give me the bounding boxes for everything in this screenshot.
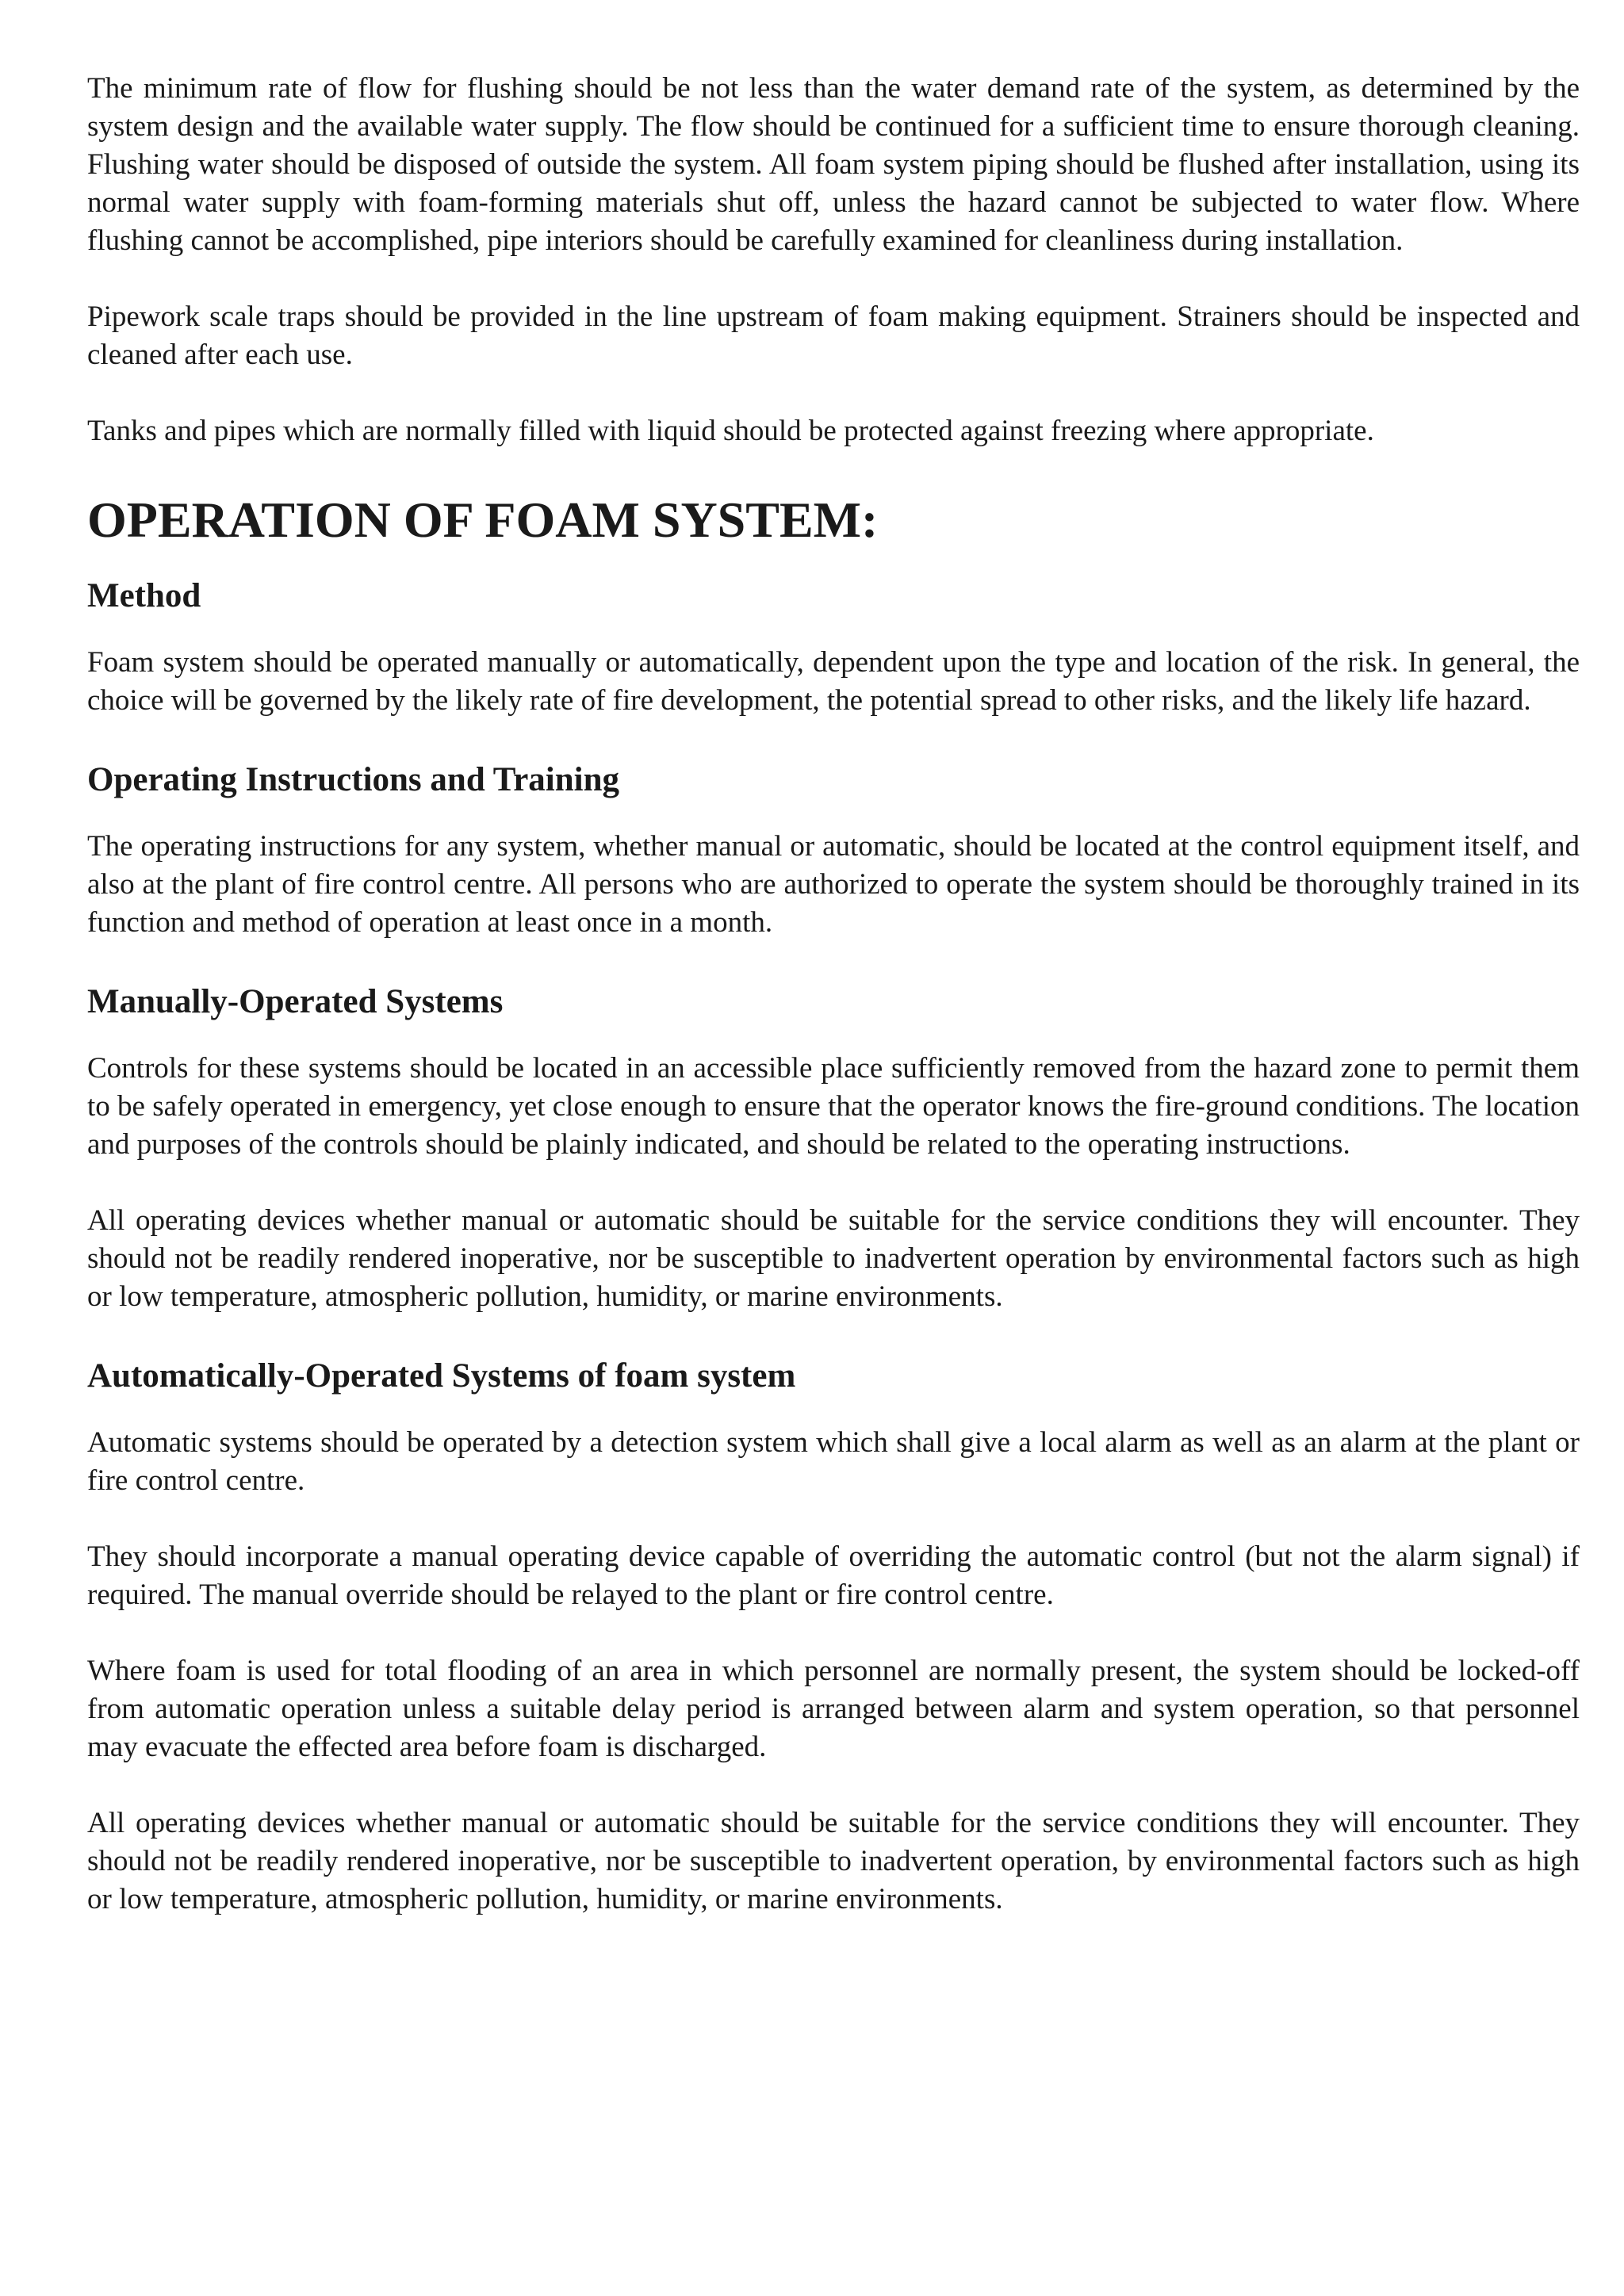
training-paragraph: The operating instructions for any system, whether manual or automatic, should be located at the control equipment itself, and also at the plant of fire control centre. All persons who are authorized to operate the system should be thoroughly trained in its function and method of operation at least once in a month. [87,830,1580,939]
freezing-paragraph: Tanks and pipes which are normally filled with liquid should be protected against freezing where appropriate. [87,415,1374,447]
automatic-detection-paragraph: Automatic systems should be operated by a detection system which shall give a local alarm as well as an alarm at the plant or fire control centre. [87,1426,1580,1497]
automatic-devices-paragraph: All operating devices whether manual or automatic should be suitable for the service conditions they will encounter. They should not be readily rendered inoperative, nor be susceptible to inadvertent operation, by environmental factors such as high or low temperature, atmospheric pollution, humidity, or marine environments. [87,1807,1580,1915]
manual-controls-paragraph: Controls for these systems should be located in an accessible place sufficiently removed from the hazard zone to permit them to be safely operated in emergency, yet close enough to ensure that the operator knows the fire-ground conditions. The location and purposes of the controls should be plainly indicated, and should be related to the operating instructions. [87,1052,1580,1161]
manual-systems-heading: Manually-Operated Systems [87,983,504,1020]
flushing-paragraph: The minimum rate of flow for flushing should be not less than the water demand rate of the system, as determined by the system design and the available water supply. The flow should be continued for a sufficient time to ensure thorough cleaning. Flushing water should be disposed of outside the system. All foam system piping should be flushed after installation, using its normal water supply with foam-forming materials shut off, unless the hazard cannot be subjected to water flow. Where flushing cannot be accomplished, pipe interiors should be carefully examined for cleanliness during installation. [87,72,1580,257]
method-heading: Method [87,577,201,614]
manual-devices-paragraph: All operating devices whether manual or automatic should be suitable for the service conditions they will encounter. They should not be readily rendered inoperative, nor be susceptible to inadvertent operation by environmental factors such as high or low temperature, atmospheric pollution, humidity, or marine environments. [87,1204,1580,1313]
method-paragraph: Foam system should be operated manually or automatically, dependent upon the type and location of the risk. In general, the choice will be governed by the likely rate of fire development, the potential spread to other risks, and the likely life hazard. [87,646,1580,717]
total-flooding-paragraph: Where foam is used for total flooding of an area in which personnel are normally present, the system should be locked-off from automatic operation unless a suitable delay period is arranged between alarm and system operation, so that personnel may evacuate the effected area before foam is discharged. [87,1655,1580,1763]
section-title: OPERATION OF FOAM SYSTEM: [87,492,879,548]
manual-override-paragraph: They should incorporate a manual operating device capable of overriding the automatic control (but not the alarm signal) if required. The manual override should be relayed to the plant or fire control centre. [87,1540,1580,1611]
document-page [87,70,1580,1919]
scale-traps-paragraph: Pipework scale traps should be provided in the line upstream of foam making equipment. Strainers should be inspected and cleaned after each use. [87,300,1580,371]
training-heading: Operating Instructions and Training [87,761,620,798]
automatic-systems-heading: Automatically-Operated Systems of foam system [87,1357,796,1395]
